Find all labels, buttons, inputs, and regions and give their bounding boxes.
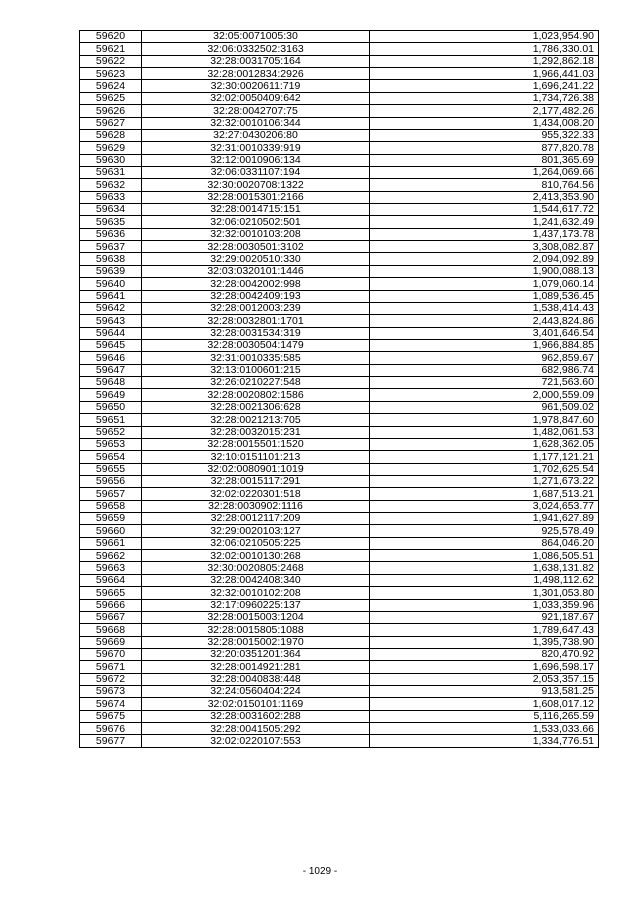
row-number-cell: 59668	[80, 624, 142, 636]
row-number-cell: 59665	[80, 587, 142, 599]
row-number-cell: 59655	[80, 463, 142, 475]
cadastral-number-cell: 32:28:0015117:291	[142, 475, 370, 487]
cadastral-number-cell: 32:28:0042002:998	[142, 278, 370, 290]
table-row	[80, 31, 599, 43]
cadastral-number-cell: 32:02:0010130:268	[142, 550, 370, 562]
amount-cell: 1,900,088.13	[370, 265, 599, 277]
cadastral-number-cell: 32:29:0020103:127	[142, 525, 370, 537]
row-number-cell: 59637	[80, 241, 142, 253]
amount-cell: 801,365.69	[370, 154, 599, 166]
row-number-cell: 59654	[80, 451, 142, 463]
amount-cell: 1,437,173.78	[370, 228, 599, 240]
table-row	[80, 364, 599, 376]
row-number-cell: 59622	[80, 55, 142, 67]
amount-cell: 1,089,536.45	[370, 290, 599, 302]
amount-cell: 1,702,625.54	[370, 463, 599, 475]
table-row	[80, 92, 599, 104]
row-number-cell: 59628	[80, 129, 142, 141]
table-row	[80, 451, 599, 463]
cadastral-number-cell: 32:28:0030501:3102	[142, 241, 370, 253]
cadastral-number-cell: 32:28:0031705:164	[142, 55, 370, 67]
cadastral-number-cell: 32:30:0020708:1322	[142, 179, 370, 191]
amount-cell: 1,177,121.21	[370, 451, 599, 463]
amount-cell: 925,578.49	[370, 525, 599, 537]
amount-cell: 721,563.60	[370, 377, 599, 389]
amount-cell: 961,509.02	[370, 401, 599, 413]
row-number-cell: 59652	[80, 426, 142, 438]
amount-cell: 2,443,824.86	[370, 315, 599, 327]
row-number-cell: 59641	[80, 290, 142, 302]
row-number-cell: 59656	[80, 475, 142, 487]
row-number-cell: 59647	[80, 364, 142, 376]
cadastral-number-cell: 32:28:0042707:75	[142, 105, 370, 117]
amount-cell: 1,696,241.22	[370, 80, 599, 92]
table-row	[80, 154, 599, 166]
row-number-cell: 59672	[80, 673, 142, 685]
table-row	[80, 673, 599, 685]
cadastral-number-cell: 32:02:0220301:518	[142, 488, 370, 500]
row-number-cell: 59658	[80, 500, 142, 512]
amount-cell: 1,395,738.90	[370, 636, 599, 648]
table-row	[80, 636, 599, 648]
table-row	[80, 562, 599, 574]
cadastral-number-cell: 32:20:0351201:364	[142, 648, 370, 660]
cadastral-number-cell: 32:28:0015002:1970	[142, 636, 370, 648]
amount-cell: 2,000,559.09	[370, 389, 599, 401]
table-row	[80, 550, 599, 562]
cadastral-number-cell: 32:28:0042409:193	[142, 290, 370, 302]
table-row	[80, 624, 599, 636]
table-row	[80, 302, 599, 314]
cadastral-number-cell: 32:28:0042408:340	[142, 574, 370, 586]
table-row	[80, 216, 599, 228]
amount-cell: 1,628,362.05	[370, 438, 599, 450]
row-number-cell: 59642	[80, 302, 142, 314]
row-number-cell: 59660	[80, 525, 142, 537]
amount-cell: 1,538,414.43	[370, 302, 599, 314]
table-row	[80, 537, 599, 549]
amount-cell: 1,086,505.51	[370, 550, 599, 562]
page-number: - 1029 -	[302, 866, 338, 877]
cadastral-number-cell: 32:28:0030504:1479	[142, 339, 370, 351]
row-number-cell: 59636	[80, 228, 142, 240]
amount-cell: 1,608,017.12	[370, 698, 599, 710]
table-row	[80, 611, 599, 623]
row-number-cell: 59623	[80, 68, 142, 80]
cadastral-number-cell: 32:32:0010102:208	[142, 587, 370, 599]
row-number-cell: 59624	[80, 80, 142, 92]
cadastral-number-cell: 32:02:0150101:1169	[142, 698, 370, 710]
cadastral-number-cell: 32:31:0010335:585	[142, 352, 370, 364]
amount-cell: 2,053,357.15	[370, 673, 599, 685]
cadastral-number-cell: 32:17:0960225:137	[142, 599, 370, 611]
table-row	[80, 710, 599, 722]
row-number-cell: 59659	[80, 513, 142, 525]
row-number-cell: 59650	[80, 401, 142, 413]
amount-cell: 1,264,069.66	[370, 166, 599, 178]
amount-cell: 1,687,513.21	[370, 488, 599, 500]
table-row	[80, 241, 599, 253]
cadastral-number-cell: 32:24:0560404:224	[142, 686, 370, 698]
amount-cell: 962,859.67	[370, 352, 599, 364]
row-number-cell: 59635	[80, 216, 142, 228]
table-row	[80, 648, 599, 660]
cadastral-number-cell: 32:28:0015003:1204	[142, 611, 370, 623]
amount-cell: 2,094,092.89	[370, 253, 599, 265]
cadastral-number-cell: 32:28:0014921:281	[142, 661, 370, 673]
row-number-cell: 59645	[80, 339, 142, 351]
cadastral-number-cell: 32:28:0021213:705	[142, 414, 370, 426]
table-row	[80, 723, 599, 735]
cadastral-number-cell: 32:02:0050409:642	[142, 92, 370, 104]
table-row	[80, 129, 599, 141]
row-number-cell: 59630	[80, 154, 142, 166]
cadastral-number-cell: 32:28:0032801:1701	[142, 315, 370, 327]
cadastral-number-cell: 32:05:0071005:30	[142, 31, 370, 43]
table-row	[80, 686, 599, 698]
row-number-cell: 59663	[80, 562, 142, 574]
amount-cell: 1,789,647.43	[370, 624, 599, 636]
table-row	[80, 290, 599, 302]
row-number-cell: 59643	[80, 315, 142, 327]
table-row	[80, 426, 599, 438]
amount-cell: 1,734,726.38	[370, 92, 599, 104]
register-rows	[80, 31, 599, 748]
table-row	[80, 352, 599, 364]
row-number-cell: 59677	[80, 735, 142, 747]
table-row	[80, 500, 599, 512]
table-row	[80, 265, 599, 277]
cadastral-number-cell: 32:28:0032015:231	[142, 426, 370, 438]
cadastral-number-cell: 32:30:0020805:2468	[142, 562, 370, 574]
table-row	[80, 599, 599, 611]
table-row	[80, 525, 599, 537]
cadastral-number-cell: 32:28:0015805:1088	[142, 624, 370, 636]
cadastral-number-cell: 32:28:0012003:239	[142, 302, 370, 314]
cadastral-number-cell: 32:02:0220107:553	[142, 735, 370, 747]
table-row	[80, 204, 599, 216]
row-number-cell: 59657	[80, 488, 142, 500]
cadastral-number-cell: 32:28:0020802:1586	[142, 389, 370, 401]
cadastral-number-cell: 32:29:0020510:330	[142, 253, 370, 265]
amount-cell: 1,033,359.96	[370, 599, 599, 611]
row-number-cell: 59648	[80, 377, 142, 389]
amount-cell: 1,696,598.17	[370, 661, 599, 673]
amount-cell: 1,023,954.90	[370, 31, 599, 43]
table-row	[80, 68, 599, 80]
cadastral-number-cell: 32:12:0010906:134	[142, 154, 370, 166]
row-number-cell: 59639	[80, 265, 142, 277]
row-number-cell: 59667	[80, 611, 142, 623]
cadastral-number-cell: 32:10:0151101:213	[142, 451, 370, 463]
table-row	[80, 253, 599, 265]
amount-cell: 810,764.56	[370, 179, 599, 191]
row-number-cell: 59670	[80, 648, 142, 660]
amount-cell: 913,581.25	[370, 686, 599, 698]
table-row	[80, 105, 599, 117]
row-number-cell: 59653	[80, 438, 142, 450]
amount-cell: 877,820.78	[370, 142, 599, 154]
amount-cell: 1,786,330.01	[370, 43, 599, 55]
row-number-cell: 59666	[80, 599, 142, 611]
table-row	[80, 327, 599, 339]
cadastral-number-cell: 32:28:0014715:151	[142, 204, 370, 216]
amount-cell: 1,334,776.51	[370, 735, 599, 747]
row-number-cell: 59674	[80, 698, 142, 710]
cadastral-number-cell: 32:06:0332502:3163	[142, 43, 370, 55]
amount-cell: 2,177,482.26	[370, 105, 599, 117]
row-number-cell: 59629	[80, 142, 142, 154]
table-row	[80, 228, 599, 240]
amount-cell: 820,470.92	[370, 648, 599, 660]
row-number-cell: 59627	[80, 117, 142, 129]
row-number-cell: 59669	[80, 636, 142, 648]
table-row	[80, 698, 599, 710]
amount-cell: 1,941,627.89	[370, 513, 599, 525]
row-number-cell: 59640	[80, 278, 142, 290]
row-number-cell: 59662	[80, 550, 142, 562]
table-row	[80, 463, 599, 475]
amount-cell: 2,413,353.90	[370, 191, 599, 203]
row-number-cell: 59634	[80, 204, 142, 216]
cadastral-number-cell: 32:28:0021306:628	[142, 401, 370, 413]
cadastral-number-cell: 32:13:0100601:215	[142, 364, 370, 376]
row-number-cell: 59646	[80, 352, 142, 364]
cadastral-number-cell: 32:27:0430206:80	[142, 129, 370, 141]
table-row	[80, 389, 599, 401]
row-number-cell: 59638	[80, 253, 142, 265]
amount-cell: 682,986.74	[370, 364, 599, 376]
row-number-cell: 59671	[80, 661, 142, 673]
amount-cell: 1,498,112.62	[370, 574, 599, 586]
table-row	[80, 315, 599, 327]
table-row	[80, 179, 599, 191]
cadastral-number-cell: 32:28:0015301:2166	[142, 191, 370, 203]
row-number-cell: 59675	[80, 710, 142, 722]
amount-cell: 3,024,653.77	[370, 500, 599, 512]
cadastral-number-cell: 32:30:0020611:719	[142, 80, 370, 92]
amount-cell: 864,046.20	[370, 537, 599, 549]
row-number-cell: 59621	[80, 43, 142, 55]
table-row	[80, 438, 599, 450]
cadastral-number-cell: 32:06:0210502:501	[142, 216, 370, 228]
cadastral-number-cell: 32:06:0331107:194	[142, 166, 370, 178]
amount-cell: 1,533,033.66	[370, 723, 599, 735]
cadastral-number-cell: 32:02:0080901:1019	[142, 463, 370, 475]
row-number-cell: 59626	[80, 105, 142, 117]
amount-cell: 1,978,847.60	[370, 414, 599, 426]
table-row	[80, 661, 599, 673]
amount-cell: 3,401,646.54	[370, 327, 599, 339]
amount-cell: 1,241,632.49	[370, 216, 599, 228]
cadastral-number-cell: 32:28:0040838:448	[142, 673, 370, 685]
cadastral-number-cell: 32:26:0210227:548	[142, 377, 370, 389]
cadastral-number-cell: 32:28:0041505:292	[142, 723, 370, 735]
cadastral-number-cell: 32:28:0015501:1520	[142, 438, 370, 450]
row-number-cell: 59649	[80, 389, 142, 401]
table-row	[80, 191, 599, 203]
cadastral-number-cell: 32:03:0320101:1446	[142, 265, 370, 277]
table-row	[80, 278, 599, 290]
cadastral-number-cell: 32:06:0210505:225	[142, 537, 370, 549]
cadastral-number-cell: 32:32:0010103:208	[142, 228, 370, 240]
amount-cell: 3,308,082.87	[370, 241, 599, 253]
table-row	[80, 117, 599, 129]
amount-cell: 1,638,131.82	[370, 562, 599, 574]
row-number-cell: 59664	[80, 574, 142, 586]
row-number-cell: 59673	[80, 686, 142, 698]
amount-cell: 1,966,884.85	[370, 339, 599, 351]
amount-cell: 1,292,862.18	[370, 55, 599, 67]
amount-cell: 1,271,673.22	[370, 475, 599, 487]
table-row	[80, 166, 599, 178]
amount-cell: 5,116,265.59	[370, 710, 599, 722]
amount-cell: 1,966,441.03	[370, 68, 599, 80]
amount-cell: 921,187.67	[370, 611, 599, 623]
cadastral-number-cell: 32:28:0012117:209	[142, 513, 370, 525]
row-number-cell: 59625	[80, 92, 142, 104]
table-row	[80, 142, 599, 154]
row-number-cell: 59620	[80, 31, 142, 43]
register-table	[79, 30, 599, 748]
amount-cell: 955,322.33	[370, 129, 599, 141]
table-row	[80, 488, 599, 500]
amount-cell: 1,301,053.80	[370, 587, 599, 599]
table-row	[80, 735, 599, 747]
row-number-cell: 59676	[80, 723, 142, 735]
amount-cell: 1,482,061.53	[370, 426, 599, 438]
table-row	[80, 574, 599, 586]
cadastral-number-cell: 32:28:0031534:319	[142, 327, 370, 339]
amount-cell: 1,434,008.20	[370, 117, 599, 129]
cadastral-number-cell: 32:28:0031602:288	[142, 710, 370, 722]
row-number-cell: 59644	[80, 327, 142, 339]
row-number-cell: 59651	[80, 414, 142, 426]
cadastral-number-cell: 32:31:0010339:919	[142, 142, 370, 154]
table-row	[80, 55, 599, 67]
table-row	[80, 80, 599, 92]
cadastral-number-cell: 32:32:0010106:344	[142, 117, 370, 129]
row-number-cell: 59632	[80, 179, 142, 191]
amount-cell: 1,079,060.14	[370, 278, 599, 290]
cadastral-number-cell: 32:28:0012834:2926	[142, 68, 370, 80]
row-number-cell: 59661	[80, 537, 142, 549]
table-row	[80, 377, 599, 389]
table-row	[80, 475, 599, 487]
table-row	[80, 401, 599, 413]
table-row	[80, 43, 599, 55]
row-number-cell: 59631	[80, 166, 142, 178]
table-row	[80, 414, 599, 426]
row-number-cell: 59633	[80, 191, 142, 203]
table-row	[80, 339, 599, 351]
cadastral-number-cell: 32:28:0030902:1116	[142, 500, 370, 512]
table-row	[80, 587, 599, 599]
table-row	[80, 513, 599, 525]
amount-cell: 1,544,617.72	[370, 204, 599, 216]
